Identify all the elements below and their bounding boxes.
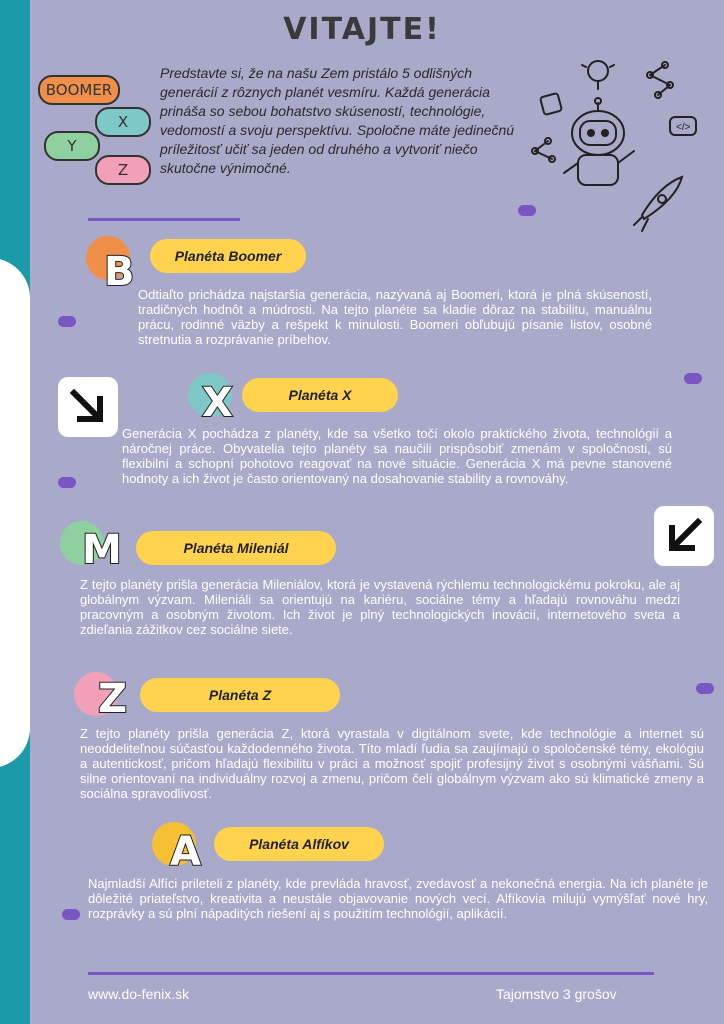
- z-label: Planéta Z: [140, 678, 340, 712]
- arrow-box-left: [58, 377, 118, 437]
- divider-bottom: [88, 972, 654, 975]
- tag-z: Z: [95, 155, 151, 185]
- boomer-label: Planéta Boomer: [150, 239, 306, 273]
- footer-website[interactable]: www.do-fenix.sk: [88, 986, 190, 1002]
- page-title: VITAJTE!: [283, 12, 441, 47]
- divider-top: [88, 218, 240, 221]
- decor-dot: [58, 477, 76, 488]
- m-letter: M: [82, 527, 122, 573]
- z-text: Z tejto planéty prišla generácia Z, ktorá vyrastala v digitálnom svete, kde technológie a internet sú neoddeliteľnou súčasťou každodenného života. Títo mladí ľudia sa zaujímajú o spoločenské témy, ekológiu a autentickosť, pričom hľadajú flexibilitu v práci a možnosť spojiť profesijný život s osobnými vášňami. Sú silne orientovaní na individuálny rozvoj a zmenu, pričom čelí globálnym výzvam ako sú klimatické zmeny a sociálna spravodlivosť.: [80, 726, 704, 801]
- a-label: Planéta Alfíkov: [214, 827, 384, 861]
- tag-x: X: [95, 107, 151, 137]
- svg-text:</>: </>: [676, 122, 691, 133]
- z-letter: Z: [98, 676, 128, 722]
- decor-dot: [684, 373, 702, 384]
- a-text: Najmladší Alfíci prileteli z planéty, kde prevláda hravosť, zvedavosť a nekonečná energia. Na ich planéte je dôležité priateľstvo, kreativita a neustále objavovanie nových vecí. Alfíkovia milujú vymýšľať nové hry, rozprávky a sú plní nápaditých riešení aj s použitím technológií, aplikácií.: [88, 876, 708, 921]
- x-text: Generácia X pochádza z planéty, kde sa všetko točí okolo praktického života, technológií a náročnej práce. Obyvatelia tejto planéty sa naučili prispôsobiť zmenám v spoločnosti, sú flexibilní a schopní pohotovo reagovať na nové situácie. Generácia X má pevne stanovené hodnoty a ich život je často orientovaný na dosahovanie stability a rovnováhy.: [122, 426, 672, 486]
- arrow-down-right-icon: [58, 377, 118, 437]
- decor-dot: [518, 205, 536, 216]
- footer-title: Tajomstvo 3 grošov: [496, 986, 617, 1002]
- tag-y: Y: [44, 131, 100, 161]
- tag-boomer: BOOMER: [38, 75, 120, 105]
- a-letter: A: [170, 829, 201, 875]
- intro-text: Predstavte si, že na našu Zem pristálo 5 odlišných generácií z rôznych planét vesmíru. Každá generácia prináša so sebou bohatstvo skúseností, technológie, vedomostí a svoju perspektívu. Spoločne máte jedinečnú príležitosť učiť sa jeden od druhého a vytvoriť niečo skutočne výnimočné.: [160, 65, 515, 176]
- decor-dot: [696, 683, 714, 694]
- x-label: Planéta X: [242, 378, 398, 412]
- decor-dot: [62, 909, 80, 920]
- left-white-notch: [0, 258, 30, 768]
- boomer-letter: B: [104, 249, 135, 295]
- m-label: Planéta Mileniál: [136, 531, 336, 565]
- arrow-down-left-icon: [654, 506, 714, 566]
- m-text: Z tejto planéty prišla generácia Mileniálov, ktorá je vystavená rýchlemu technologickému pokroku, ale aj globálnym výzvam. Mileniáli sa orientujú na kariéru, sociálne témy a hľadajú rovnováhu medzi pracovným a osobným životom. Ich život je plný technologických inovácií, internetového sveta a zdieľania zážitkov cez sociálne siete.: [80, 577, 680, 637]
- robot-illustration-icon: [530, 55, 710, 255]
- x-letter: X: [202, 380, 233, 426]
- decor-dot: [58, 316, 76, 327]
- boomer-text: Odtiaľto prichádza najstaršia generácia, nazývaná aj Boomeri, ktorá je plná skúseností, tradičných hodnôt a múdrosti. Na tejto planéte sa kladie dôraz na stabilitu, manuálnu prácu, rodinné väzby a rešpekt k minulosti. Boomeri obľubujú písanie listov, osobné stretnutia a rozprávanie príbehov.: [138, 287, 652, 347]
- arrow-box-right: [654, 506, 714, 566]
